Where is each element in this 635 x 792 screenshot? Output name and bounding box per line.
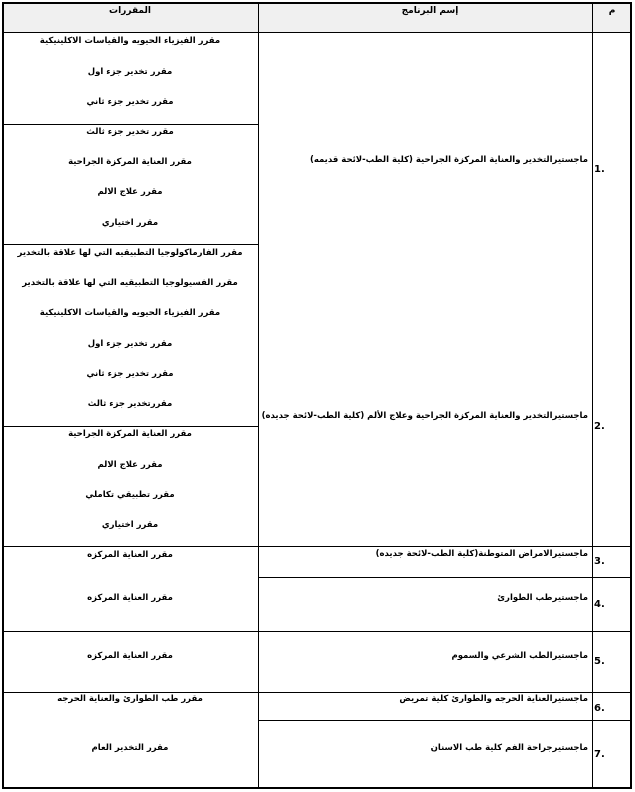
header-program-name: إسم البرنامج (401, 6, 459, 16)
course-item: مقرر علاج الالم (97, 187, 163, 197)
row-divider (258, 720, 631, 721)
row-number: 3. (594, 556, 605, 567)
course-item: مقرر تخدير جزء ثالث (86, 127, 174, 137)
program-name: ماجستيرالامراض المتوطنة(كلية الطب-لائحة جديده) (375, 549, 588, 559)
row-number: 6. (594, 703, 605, 714)
course-item: مقرر الفيزياء الحيويه والقياسات الاكلينيكية (39, 36, 221, 46)
course-item: مقرر العناية المركزه (87, 651, 173, 661)
course-item: مقرر العناية المركزة الجراحية (68, 157, 192, 167)
column-divider (592, 2, 593, 789)
course-item: مقرر العناية المركزة الجراحية (68, 429, 192, 439)
course-item: مقرر تخدير جزء ثاني (86, 369, 174, 379)
program-name: ماجستيرالعناية الحرجه والطوارئ كلية تمريض (399, 694, 588, 704)
course-item: مقرر تخدير جزء اول (87, 339, 173, 349)
course-item: مقرر الفسيولوجيا التطبيقيه التي لها علاقة بالتخدير (22, 278, 238, 288)
row-divider (3, 692, 631, 693)
program-name: ماجستيرجراحة الفم كلية طب الاسنان (430, 743, 588, 753)
course-item: مقرر اختياري (101, 520, 159, 530)
course-item: مقرر طب الطوارئ والعناية الحرجه (57, 694, 203, 704)
program-name: ماجستيرالطب الشرعي والسموم (451, 651, 588, 661)
course-item: مقرر الفارماكولوجيا التطبيقيه التي لها علاقة بالتخدير (17, 248, 243, 258)
column-divider (258, 2, 259, 789)
row-divider (3, 631, 631, 632)
program-name: ماجستيرالتخدير والعناية المركزة الجراحية وعلاج الألم (كلية الطب-لائحة جديده) (261, 411, 588, 421)
program-name: ماجستيرالتخدير والعناية المركزة الجراحية (كلية الطب-لائحة قديمه) (309, 155, 588, 165)
program-name: ماجستيرطب الطوارئ (497, 593, 588, 603)
table-border (2, 2, 632, 789)
row-divider (3, 546, 631, 547)
course-item: مقررتخدير جزء ثالث (87, 399, 173, 409)
course-item: مقرر علاج الالم (97, 460, 163, 470)
row-number: 5. (594, 656, 605, 667)
course-item: مقرر تخدير جزء ثاني (86, 97, 174, 107)
row-divider (3, 426, 258, 427)
course-item: مقرر العناية المركزه (87, 550, 173, 560)
course-item: مقرر تطبيقي تكاملي (85, 490, 175, 500)
row-number: 2. (594, 421, 605, 432)
course-item: مقرر اختياري (101, 218, 159, 228)
row-number: 4. (594, 599, 605, 610)
course-item: مقرر العناية المركزه (87, 593, 173, 603)
header-number: م (608, 6, 616, 16)
header-divider (3, 32, 631, 33)
row-divider (3, 244, 258, 245)
course-item: مقرر الفيزياء الحيويه والقياسات الاكلينيكية (39, 308, 221, 318)
row-number: 1. (594, 164, 605, 175)
row-number: 7. (594, 749, 605, 760)
header-courses: المقررات (109, 6, 151, 16)
course-item: مقرر التخدير العام (91, 743, 169, 753)
course-item: مقرر تخدير جزء اول (87, 67, 173, 77)
row-divider (3, 124, 258, 125)
row-divider (258, 577, 631, 578)
